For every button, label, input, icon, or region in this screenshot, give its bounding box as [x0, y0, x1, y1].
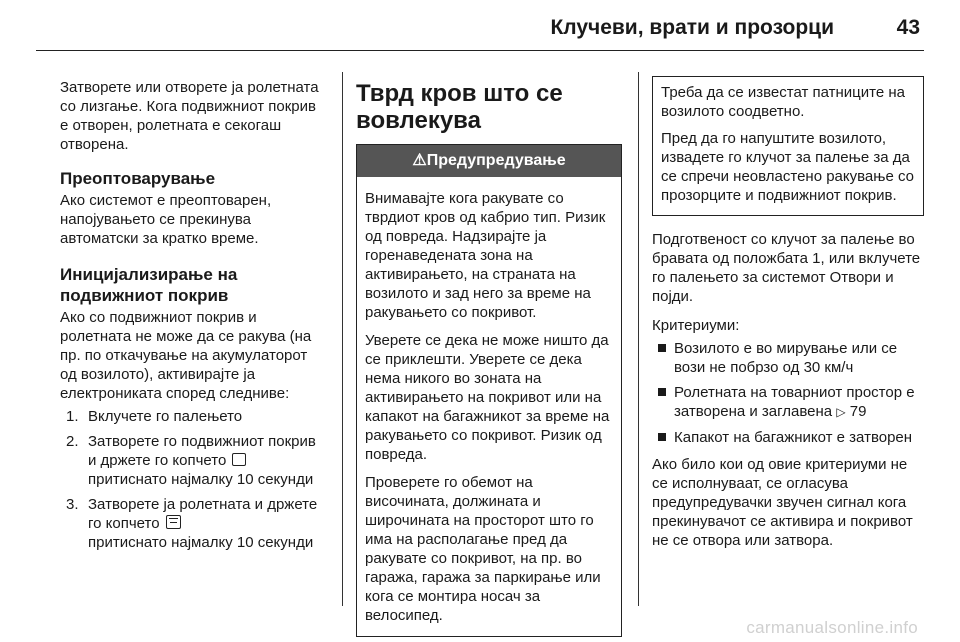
column-middle — [356, 80, 622, 637]
criteria-label: Критериуми: — [652, 317, 740, 334]
warning-paragraph: Пред да го напуштите возилото, извадете го клучот за палење за да се спречи неовластено ракување со прозорците и подвижниот покрив. — [661, 130, 914, 204]
page-reference[interactable]: 79 — [849, 403, 867, 420]
column-right — [652, 76, 924, 560]
bullet-square-icon — [658, 344, 666, 352]
readiness-paragraph: Подготвеност со клучот за палење во бравата од положбата 1, или вклучете го палењето за системот Отвори и појди. — [652, 231, 921, 305]
intro-paragraph: Затворете или отворете ја ролетната со лизгање. Кога подвижниот покрив е отворен, ролетната е секогаш отворена. — [60, 79, 319, 153]
overload-heading: Преоптоварување — [60, 169, 216, 188]
warning-body — [357, 177, 621, 636]
section-title: Тврд кров што се вовлекува — [356, 80, 563, 134]
page-ref-arrow-icon: ▷ — [836, 405, 846, 419]
warning-header: ⚠Предупредување — [357, 145, 621, 177]
watermark: carmanualsonline.info — [746, 618, 918, 637]
page-header — [36, 0, 924, 51]
list-item: Возилото е во мирување или се вози не побрзо од 30 км/ч — [652, 339, 924, 377]
page-title: Клучеви, врати и прозорци — [550, 16, 834, 39]
list-item: 1. Вклучете го палењето — [66, 408, 243, 425]
warning-box-continued — [652, 76, 924, 216]
list-item: Капакот на багажникот е затворен — [652, 428, 924, 447]
warning-paragraph: Треба да се известат патниците на возилото соодветно. — [661, 84, 905, 120]
init-paragraph: Ако со подвижниот покрив и ролетната не може да се ракува (на пр. по откачување на акумулаторот од возилото), активирајте ја електрониката според следниве: — [60, 309, 312, 402]
column-divider — [638, 72, 639, 606]
init-steps — [60, 407, 325, 552]
closing-paragraph: Ако било кои од овие критериуми не се исполнуваат, се огласува предупредувачки звучен сигнал кога прекинувачот се активира и покривот не се отвора или затвора. — [652, 456, 913, 549]
criteria-list — [652, 339, 924, 447]
warning-paragraph: Внимавајте кога ракувате со тврдиот кров од кабрио тип. Ризик од повреда. Надзирајте ја горенаведената зона на активирањето, на страната на возилото и зад него за време на ракувањето со покривот. — [365, 190, 606, 321]
sunblind-button-icon — [166, 515, 181, 529]
column-left — [60, 78, 325, 558]
bullet-square-icon — [658, 433, 666, 441]
list-item: 3. Затворете ја ролетната и држете го копчето притиснато најмалку 10 секунди — [66, 496, 318, 551]
warning-paragraph: Проверете го обемот на височината, должината и широчината на просторот што го има на располагање пред да ракувате со покривот, на пр. во гаража, гаража за паркирање или кога се монтира носач за велосипед. — [365, 474, 601, 624]
roof-button-icon — [232, 453, 246, 466]
overload-paragraph: Ако системот е преоптоварен, напојувањето се прекинува автоматски за кратко време. — [60, 192, 272, 247]
init-heading: Иницијализирање на подвижниот покрив — [60, 265, 238, 305]
column-divider — [342, 72, 343, 606]
list-item: 2. Затворете го подвижниот покрив и држете го копчето притиснато најмалку 10 секунди — [66, 433, 316, 488]
warning-triangle-icon: ⚠ — [412, 152, 427, 169]
warning-box — [356, 144, 622, 637]
warning-paragraph: Уверете се дека не може ништо да се приклешти. Уверете се дека нема никого во зоната на активирањето на покривот или на капакот на багажникот за време на ракувањето со покривот. Ризик од повреда. — [365, 332, 610, 463]
page-number: 43 — [896, 16, 920, 39]
bullet-square-icon — [658, 388, 666, 396]
list-item: Ролетната на товарниот простор е затворена и заглавена ▷ 79 — [652, 383, 924, 422]
